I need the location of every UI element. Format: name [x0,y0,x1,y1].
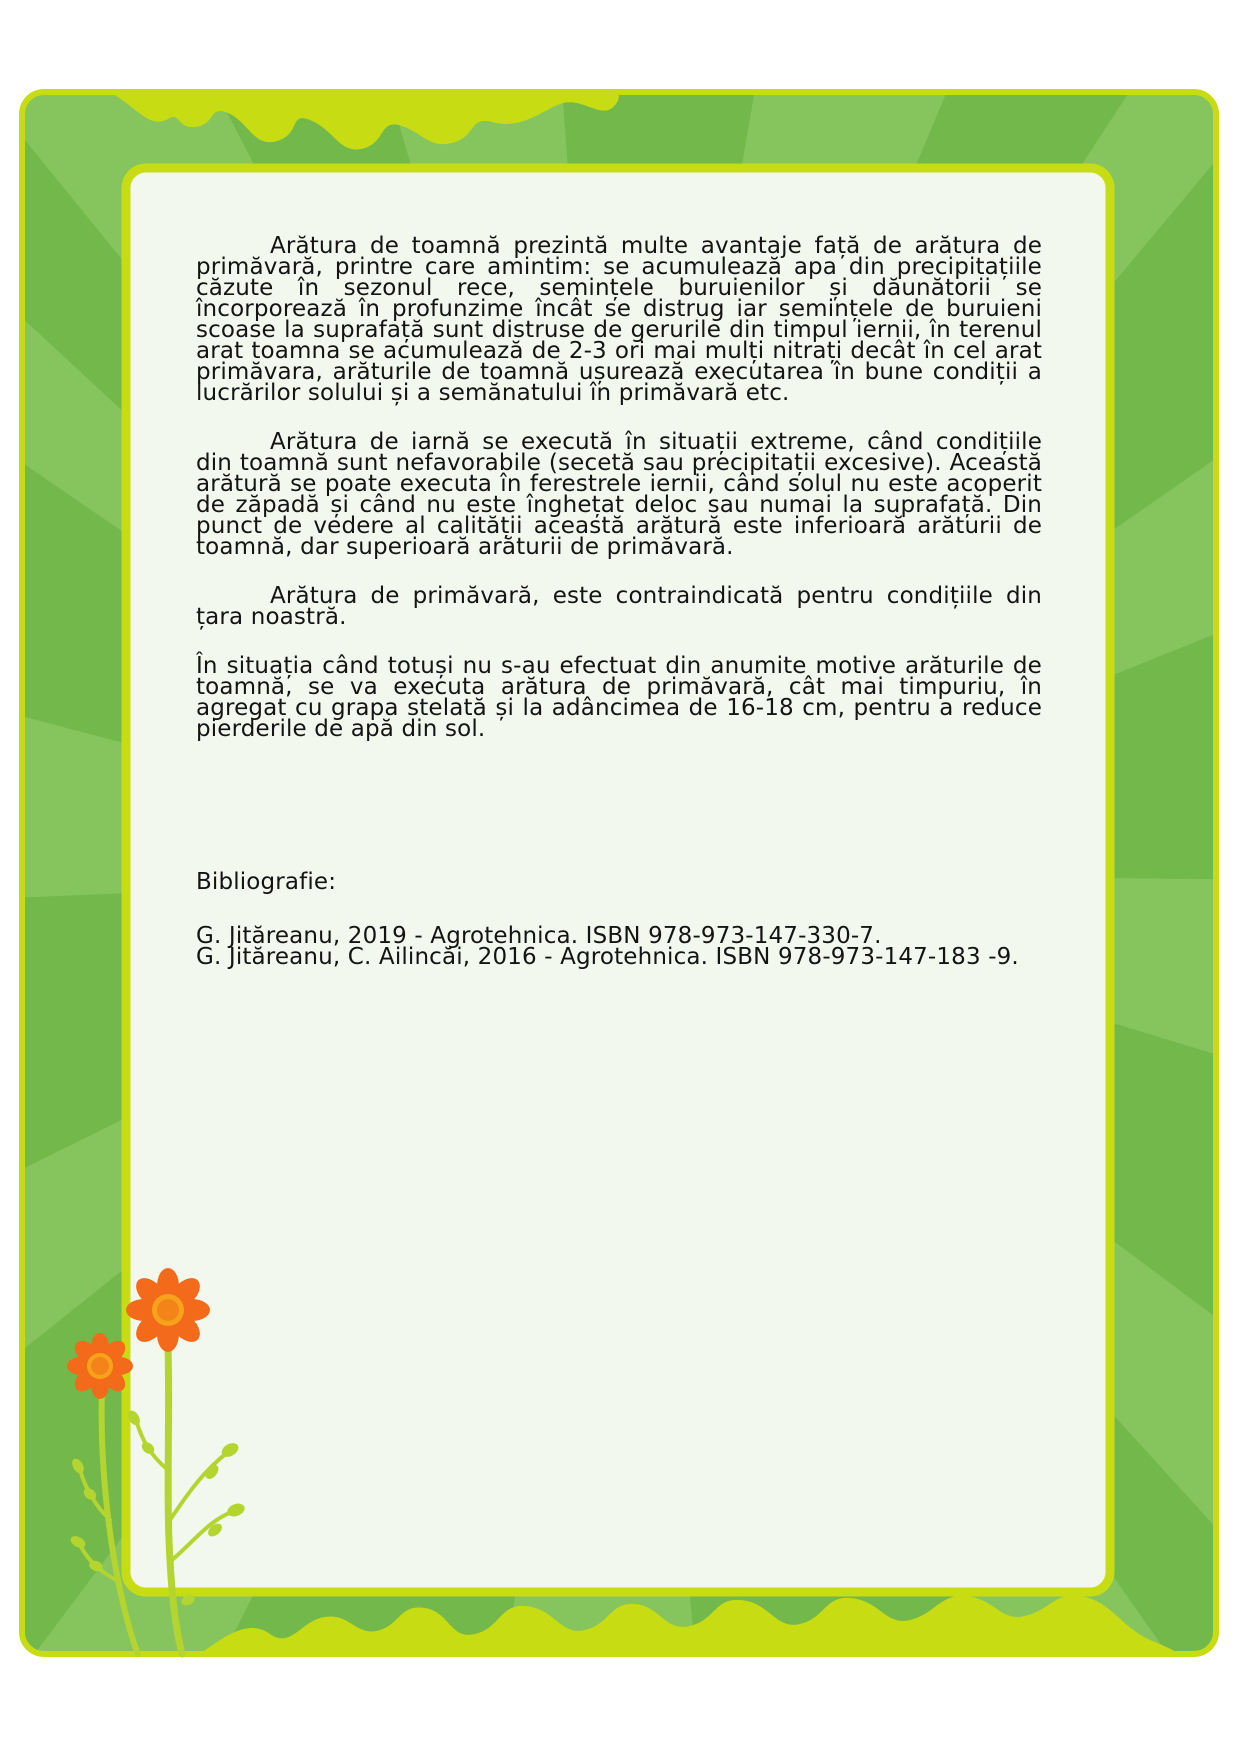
bibliography-list [196,923,1042,970]
paragraph-winter-plowing: Arătura de iarnă se execută în situații extreme, când condițiile din toamnă sunt nefavorabile (secetă sau precipitații excesive). Această arătură se poate executa în ferestrele iernii, când solul nu este acoperit de zăpadă și când nu este înghețat deloc sau numai la suprafață. Din punct de vedere al calității această arătură este inferioară arăturii de toamnă, dar superioară arăturii de primăvară. [196,429,1042,560]
orange-flower-large [126,1268,210,1352]
paragraph-spring-plowing: Arătura de primăvară, este contraindicată pentru condițiile din țara noastră. [196,583,1042,630]
bibliography-entry: G. Jităreanu, C. Ailincăi, 2016 - Agrotehnica. ISBN 978-973-147-183 -9. [196,944,1019,970]
bibliography-heading: Bibliografie: [196,869,337,895]
bibliography-entry: G. Jităreanu, 2019 - Agrotehnica. ISBN 978-973-147-330-7. [196,923,882,949]
paragraph-spring-exception: În situația când totuși nu s-au efectuat din anumite motive arăturile de toamnă, se va executa arătura de primăvară, cât mai timpuriu, în agregat cu grapa stelată și la adâncimea de 16-18 cm, pentru a reduce pierderile de apă din sol. [196,653,1042,742]
document-body [196,233,1042,970]
orange-flower-small [67,1333,133,1399]
paragraph-autumn-plowing: Arătura de toamnă prezintă multe avantaje față de arătura de primăvară, printre care amintim: se acumulează apa din precipitațiile căzute în sezonul rece, semințele buruienilor și dăunătorii se încorporează în profunzime încât se distrug iar semințele de buruieni scoase la suprafață sunt distruse de gerurile din timpul iernii, în terenul arat toamna se acumulează de 2-3 ori mai mulți nitrați decât în cel arat primăvara, arăturile de toamnă ușurează executarea în bune condiții a lucrărilor solului și a semănatului în primăvară etc. [196,233,1042,406]
